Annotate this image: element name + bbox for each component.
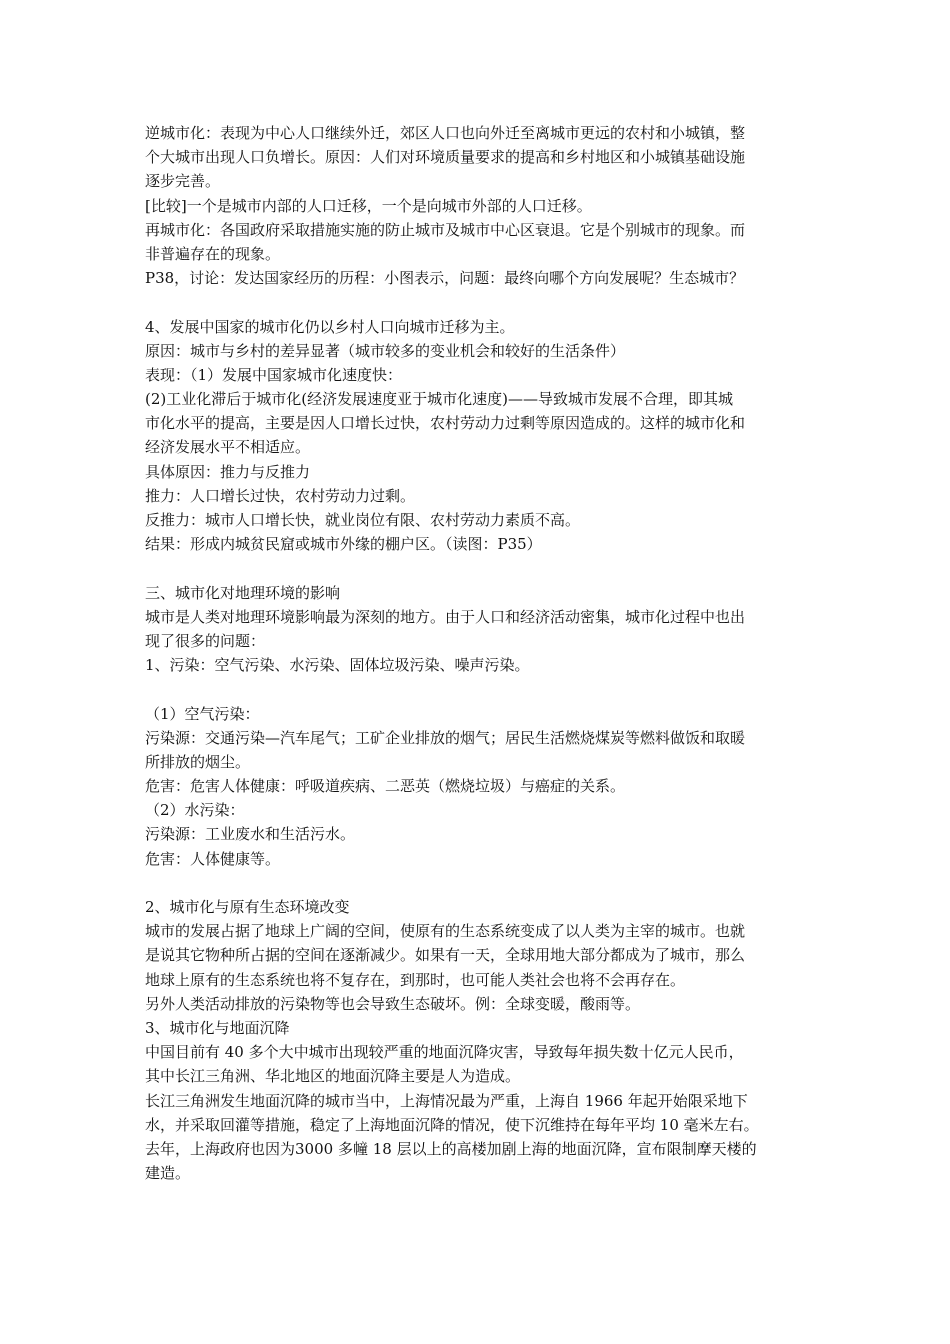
blank-line [145,290,810,314]
text-line: (2)工业化滞后于城市化(经济发展速度亚于城市化速度)——导致城市发展不合理，即其城 [145,390,733,409]
text-line: 逆城市化：表现为中心人口继续外迁，郊区人口也向外迁至离城市更远的农村和小城镇，整 [145,124,746,142]
text-line: 结果：形成内城贫民窟或城市外缘的棚户区。（读图：P35） [145,535,542,554]
text-line: 具体原因：推力与反推力 [145,462,311,481]
text-line: 建造。 [145,1164,191,1183]
text-line: 1、污染：空气污染、水污染、固体垃圾污染、噪声污染。 [145,656,530,675]
text-line: 另外人类活动排放的污染物等也会导致生态破坏。例：全球变暖，酸雨等。 [145,994,641,1013]
blank-line [145,677,810,701]
blank-line [145,871,810,895]
text-line: 3、城市化与地面沉降 [145,1018,290,1037]
text-line: （2）水污染： [145,801,245,820]
text-line: 市化水平的提高，主要是因人口增长过快，农村劳动力过剩等原因造成的。这样的城市化和 [145,414,746,433]
text-line: 城市是人类对地理环境影响最为深刻的地方。由于人口和经济活动密集，城市化过程中也出 [145,607,746,626]
blank-line [145,556,810,580]
text-line: 其中长江三角洲、华北地区的地面沉降主要是人为造成。 [145,1067,521,1086]
text-line: 推力：人口增长过快，农村劳动力过剩。 [145,486,416,505]
text-line: 所排放的烟尘。 [145,752,251,771]
text-line: 危害：危害人体健康：呼吸道疾病、二恶英（燃烧垃圾）与癌症的关系。 [145,777,626,796]
text-line: 非普遍存在的现象。 [145,244,281,263]
text-line: 水，并采取回灌等措施，稳定了上海地面沉降的情况，使下沉维持在每年平均 10 毫米左右。 [145,1115,759,1134]
text-line: 逐步完善。 [145,172,221,191]
text-line: 再城市化：各国政府采取措施实施的防止城市及城市中心区衰退。它是个别城市的现象。而 [145,220,746,239]
text-line: 现了很多的问题： [145,631,266,650]
text-line: 是说其它物种所占据的空间在逐渐减少。如果有一天，全球用地大部分都成为了城市，那么 [145,946,746,965]
text-line: 城市的发展占据了地球上广阔的空间，使原有的生态系统变成了以人类为主宰的城市。也就 [145,922,746,941]
text-line: 三、城市化对地理环境的影响 [145,583,341,602]
text-line: 表现：（1）发展中国家城市化速度快： [145,365,403,384]
text-line: 个大城市出现人口负增长。原因：人们对环境质量要求的提高和乡村地区和小城镇基础设施 [145,148,746,167]
text-line: P38，讨论：发达国家经历的历程：小图表示，问题：最终向哪个方向发展呢？生态城市？ [145,269,745,288]
text-line: 长江三角洲发生地面沉降的城市当中，上海情况最为严重，上海自 1966 年起开始限采地下 [145,1091,748,1110]
text-line: 4、发展中国家的城市化仍以乡村人口向城市迁移为主。 [145,317,515,336]
text-line: 原因：城市与乡村的差异显著（城市较多的变业机会和较好的生活条件） [145,341,626,360]
text-line: 中国目前有 40 多个大中城市出现较严重的地面沉降灾害，导致每年损失数十亿元人民币， [145,1043,744,1062]
text-line: 反推力：城市人口增长快，就业岗位有限、农村劳动力素质不高。 [145,511,581,529]
text-line: 去年，上海政府也因为3000 多幢 18 层以上的高楼加剧上海的地面沉降，宣布限制摩天楼的 [145,1139,757,1158]
text-line: 2、城市化与原有生态环境改变 [145,898,350,916]
text-line: [比较]一个是城市内部的人口迁移，一个是向城市外部的人口迁移。 [145,196,592,215]
text-line: 污染源：工业废水和生活污水。 [145,825,356,844]
text-line: 地球上原有的生态系统也将不复存在，到那时，也可能人类社会也将不会再存在。 [145,970,686,989]
text-line: 污染源：交通污染—汽车尾气；工矿企业排放的烟气；居民生活燃烧煤炭等燃料做饭和取暖 [145,728,746,747]
text-line: 经济发展水平不相适应。 [145,438,311,457]
text-line: （1）空气污染： [145,704,260,723]
document-body [145,121,810,1185]
text-line: 危害：人体健康等。 [145,849,281,868]
